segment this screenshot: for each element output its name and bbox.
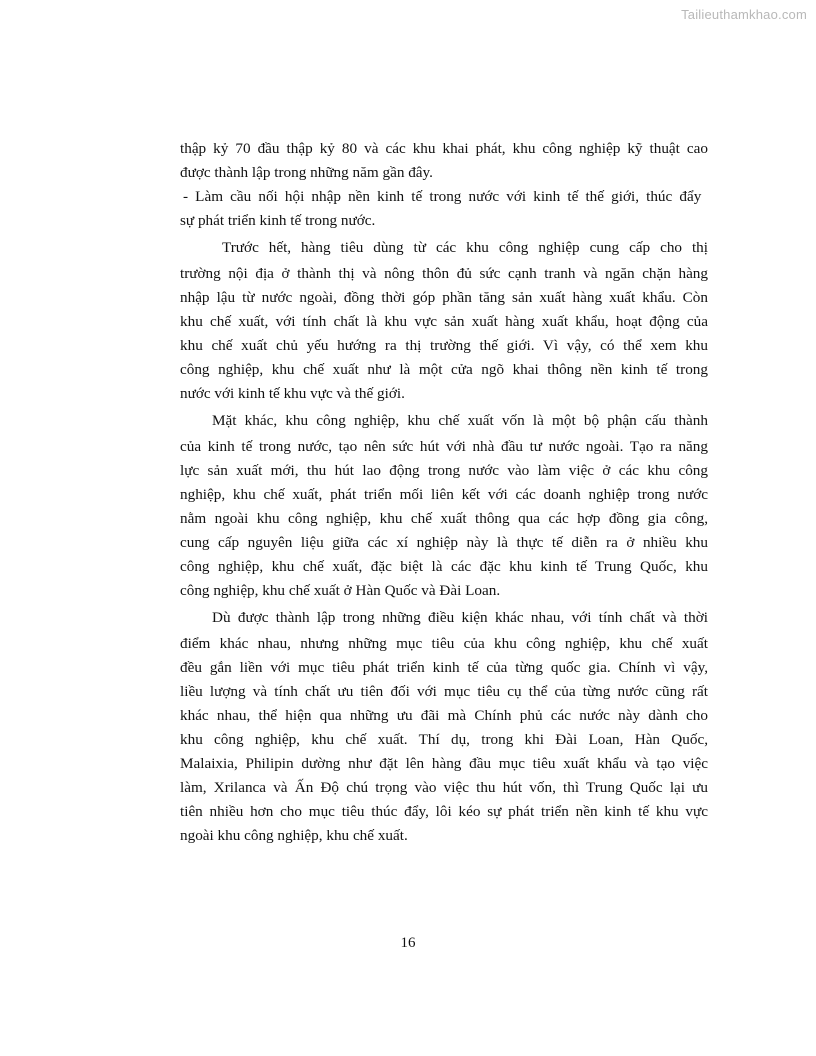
text-line: nghiệp, khu chế xuất, phát triển mối liên kết với các doanh nghiệp trong nước <box>180 486 708 503</box>
text-line: tiên nhiều hơn cho mục tiêu thúc đẩy, lôi kéo sự phát triển nền kinh tế khu vực <box>180 803 708 820</box>
text-line: khu chế xuất, với tính chất là khu vực sản xuất hàng xuất khẩu, hoạt động của <box>180 313 708 330</box>
text-line: nhập lậu từ nước ngoài, đồng thời góp phần tăng sản xuất hàng xuất khẩu. Còn <box>180 289 708 306</box>
watermark-text: Tailieuthamkhao.com <box>681 7 807 22</box>
text-line: nước với kinh tế khu vực và thế giới. <box>180 385 405 402</box>
text-line: ngoài khu công nghiệp, khu chế xuất. <box>180 827 408 844</box>
text-line: trường nội địa ở thành thị và nông thôn đủ sức cạnh tranh và ngăn chặn hàng <box>180 265 708 282</box>
text-line: - Làm cầu nối hội nhập nền kinh tế trong nước với kinh tế thế giới, thúc đẩy <box>183 188 702 205</box>
text-line: lực sản xuất mới, thu hút lao động trong nước vào làm việc ở các khu công <box>180 462 708 479</box>
text-line: cung cấp nguyên liệu giữa các xí nghiệp này là thực tế diễn ra ở nhiều khu <box>180 534 708 551</box>
text-line: khu công nghiệp, khu chế xuất. Thí dụ, trong khi Đài Loan, Hàn Quốc, <box>180 731 708 748</box>
text-line: Dù được thành lập trong những điều kiện khác nhau, với tính chất và thời <box>212 609 708 626</box>
text-line: của kinh tế trong nước, tạo nên sức hút với nhà đầu tư nước ngoài. Tạo ra năng <box>180 438 708 455</box>
text-line: làm, Xrilanca và Ấn Độ chú trọng vào việc thu hút vốn, thì Trung Quốc lại ưu <box>180 779 708 796</box>
text-line: nằm ngoài khu công nghiệp, khu chế xuất thông qua các hợp đồng gia công, <box>180 510 708 527</box>
text-line: khu chế xuất chủ yếu hướng ra thị trường thế giới. Vì vậy, có thể xem khu <box>180 337 708 354</box>
text-line: Trước hết, hàng tiêu dùng từ các khu công nghiệp cung cấp cho thị <box>222 239 708 256</box>
page-number: 16 <box>400 935 416 951</box>
text-line: công nghiệp, khu chế xuất, đặc biệt là các đặc khu kinh tế Trung Quốc, khu <box>180 558 708 575</box>
text-line: Malaixia, Philipin dường như đặt lên hàng đầu mục tiêu xuất khẩu và tạo việc <box>180 755 708 772</box>
text-line: khác nhau, thể hiện qua những ưu đãi mà Chính phủ các nước này dành cho <box>180 707 708 724</box>
text-line: đều gắn liền với mục tiêu phát triển kinh tế của từng quốc gia. Chính vì vậy, <box>180 659 708 676</box>
text-line: điểm khác nhau, nhưng những mục tiêu của khu công nghiệp, khu chế xuất <box>180 635 708 652</box>
text-line: Mặt khác, khu công nghiệp, khu chế xuất vốn là một bộ phận cấu thành <box>212 412 708 429</box>
text-line: sự phát triển kinh tế trong nước. <box>180 212 376 229</box>
text-line: thập kỷ 70 đầu thập kỷ 80 và các khu khai phát, khu công nghiệp kỹ thuật cao <box>180 140 708 157</box>
text-line: được thành lập trong những năm gần đây. <box>180 164 433 181</box>
text-line: công nghiệp, khu chế xuất ở Hàn Quốc và Đài Loan. <box>180 582 501 599</box>
text-line: liều lượng và tính chất ưu tiên đối với mục tiêu cụ thể của từng nước cũng rất <box>180 683 708 700</box>
text-line: công nghiệp, khu chế xuất như là một cửa ngõ khai thông nền kinh tế trong <box>180 361 708 378</box>
